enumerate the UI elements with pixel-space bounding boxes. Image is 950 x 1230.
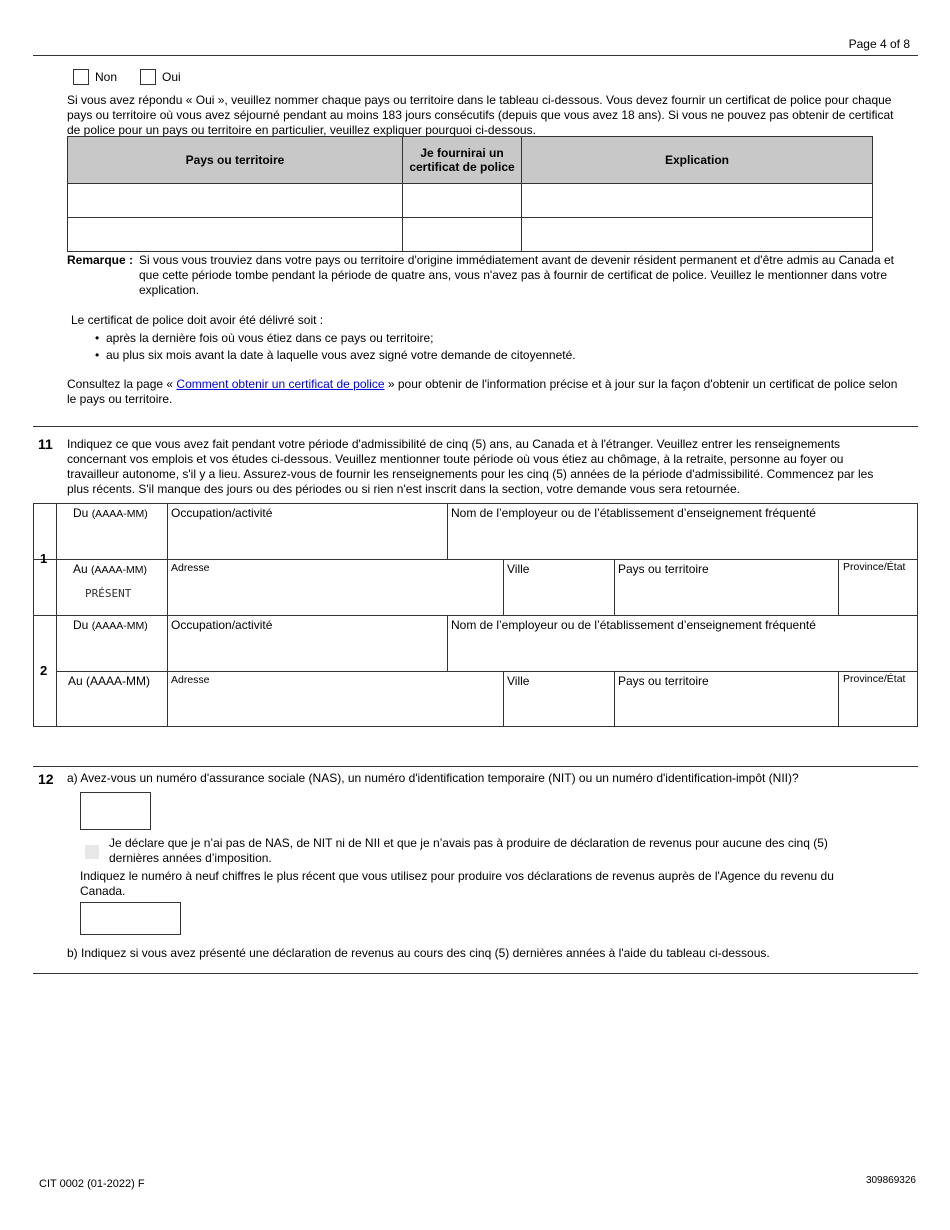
grid-divider [56,671,918,672]
oui-label: Oui [162,70,181,84]
from-label: Du [73,506,89,520]
table-row [68,218,873,252]
section-divider [33,766,918,767]
row-index: 2 [40,663,48,678]
consult-paragraph [67,377,907,407]
country-cell[interactable] [68,184,403,218]
bullet-item: après la dernière fois où vous étiez dans ce pays ou territoire; [106,331,434,345]
bullet-icon: • [95,348,100,362]
grid-divider [33,559,918,560]
grid-divider [167,503,168,727]
date-format: (AAAA-MM) [91,620,148,632]
from-date-label [73,618,148,632]
police-certificate-link[interactable]: Comment obtenir un certificat de police [176,377,385,391]
country-cell[interactable] [68,218,403,252]
grid-divider [838,559,839,615]
employer-label: Nom de l’employeur ou de l’établissement d’enseignement fréquenté [451,506,816,520]
question-12-number: 12 [38,771,54,787]
grid-divider [503,559,504,615]
table-row [68,184,873,218]
grid-divider [614,671,615,727]
date-format: (AAAA-MM) [91,564,148,576]
consult-after: » pour obtenir de l'information précise et à jour sur la façon d'obtenir un certificat de police selon le pays ou territoire. [67,377,898,406]
to-date-label [73,562,147,576]
address-label: Adresse [171,674,210,686]
date-format: (AAAA-MM) [91,508,148,520]
occupation-label: Occupation/activité [171,506,273,520]
non-checkbox[interactable] [73,69,89,85]
grid-divider [447,615,448,671]
police-intro-text: Si vous avez répondu « Oui », veuillez nommer chaque pays ou territoire dans le tableau ci-dessous. Vous devez fournir un certificat de police pour chaque pays ou territoire où vous avez séjourné pendant au moins 183 jours consécutifs (depuis que vous avez 18 ans). Si vous ne pouvez pas obtenir de certificat de police pour un pays ou territoire en particulier, veuillez expliquer pourquoi ci-dessous. [67,93,894,137]
address-label: Adresse [171,562,210,574]
declare-checkbox[interactable] [85,845,99,859]
question-11-number: 11 [38,436,53,452]
col-header-certificate: Je fournirai un certificat de police [403,137,522,184]
to-date-label: Au (AAAA-MM) [68,674,151,688]
from-label: Du [73,618,89,632]
sin-input-box[interactable] [80,792,151,830]
row-index: 1 [40,551,48,566]
bullet-item: au plus six mois avant la date à laquelle vous avez signé votre demande de citoyenneté. [106,348,576,362]
remark-text: Si vous vous trouviez dans votre pays ou territoire d'origine immédiatement avant de devenir résident permanent et d'être admis au Canada et que cette période tombe pendant la période de quatre ans, vous n'avez pas à fournir de certificat de police. Veuillez le mentionner dans votre explication. [139,253,894,297]
declare-text: Je déclare que je n’ai pas de NAS, de NIT ni de NII et que je n’avais pas à produire de déclaration de revenus pour aucune des cinq (5) dernières années d’imposition. [109,836,828,865]
grid-divider [33,615,918,616]
nine-digit-input[interactable] [80,902,181,935]
country-label: Pays ou territoire [618,674,709,688]
city-label: Ville [507,562,530,576]
oui-checkbox[interactable] [140,69,156,85]
explanation-cell[interactable] [522,218,873,252]
form-id: CIT 0002 (01-2022) F [39,1178,145,1190]
certificate-cell[interactable] [403,184,522,218]
bullet-icon: • [95,331,100,345]
question-11-text: Indiquez ce que vous avez fait pendant votre période d'admissibilité de cinq (5) ans, au Canada et à l'étranger. Veuillez entrer les renseignements concernant vos emplois et vos études ci-dessous. Veuillez mentionner toute période où vous étiez au chômage, à la retraite, personne au foyer ou travailleur autonome, s'il y a lieu. Assurez-vous de fournir les renseignements pour les cinq (5) années de la période d'admissibilité. Commencez par les plus récents. S'il manque des jours ou des périodes ou si rien n'est inscrit dans la section, votre demande vous sera retournée. [67,437,874,496]
page-number: Page 4 of 8 [848,37,910,51]
non-label: Non [95,70,118,84]
header-divider [33,55,918,56]
employer-label: Nom de l’employeur ou de l’établissement d’enseignement fréquenté [451,618,816,632]
province-label: Province/État [843,561,906,573]
to-date-value[interactable]: PRÉSENT [85,587,132,600]
occupation-label: Occupation/activité [171,618,273,632]
from-date-label [73,506,148,520]
city-label: Ville [507,674,530,688]
grid-divider [614,559,615,615]
certificate-cell[interactable] [403,218,522,252]
consult-before: Consultez la page « [67,377,177,391]
section-divider [33,973,918,974]
section-divider [33,426,918,427]
barcode-number: 309869326 [865,1175,916,1186]
issued-intro: Le certificat de police doit avoir été délivré soit : [71,313,324,327]
remark-label: Remarque : [67,253,134,267]
nine-digit-text: Indiquez le numéro à neuf chiffres le plus récent que vous utilisez pour produire vos déclarations de revenus auprès de l'Agence du revenu du Canada. [80,869,834,898]
grid-divider [447,503,448,559]
country-label: Pays ou territoire [618,562,709,576]
col-header-country: Pays ou territoire [68,137,403,184]
to-label: Au [73,562,88,576]
grid-divider [503,671,504,727]
explanation-cell[interactable] [522,184,873,218]
police-certificate-table [67,136,873,252]
grid-divider [838,671,839,727]
province-label: Province/État [843,673,906,685]
question-12b-text: b) Indiquez si vous avez présenté une déclaration de revenus au cours des cinq (5) dernières années à l'aide du tableau ci-dessous. [67,946,770,960]
question-12a-text: a) Avez-vous un numéro d'assurance sociale (NAS), un numéro d'identification temporaire (NIT) ou un numéro d'identification-impôt (NII)? [67,771,799,785]
col-header-explanation: Explication [522,137,873,184]
